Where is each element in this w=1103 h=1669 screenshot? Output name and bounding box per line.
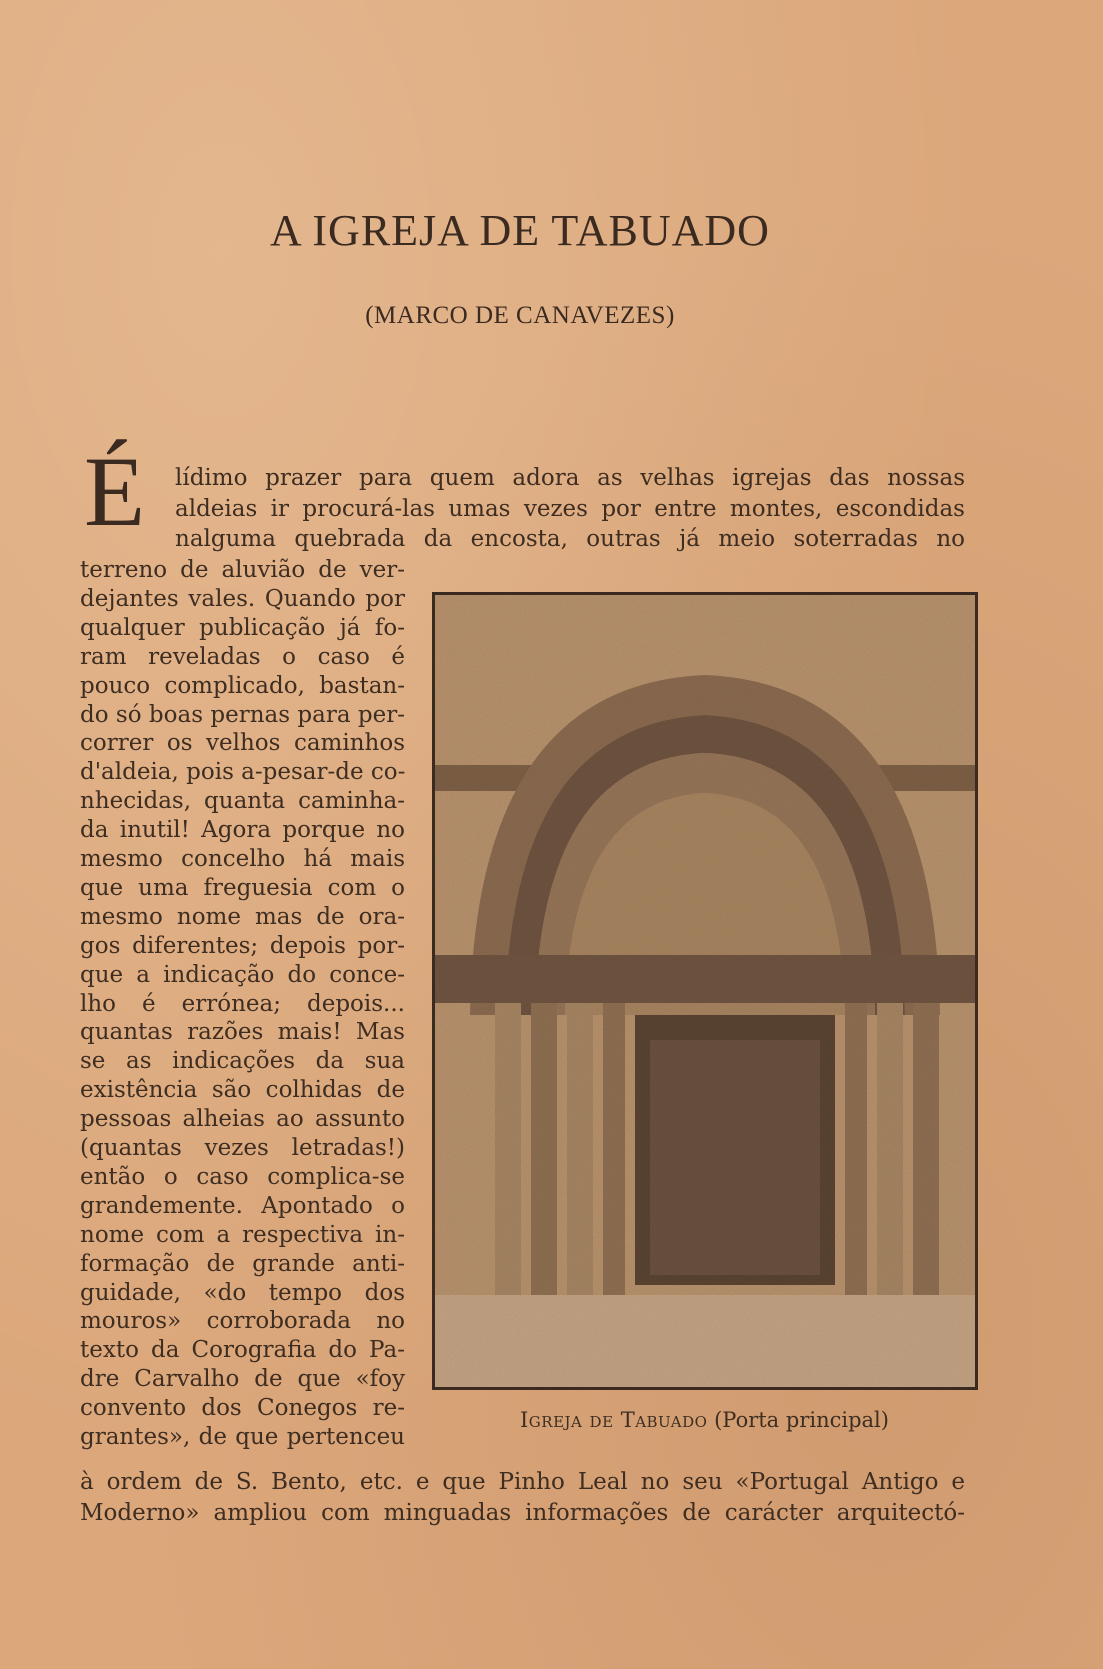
caption-detail: (Porta principal) [714,1408,889,1432]
text-line: mouros» corroborada no [80,1308,405,1335]
text-line: guidade, «do tempo dos [80,1279,405,1306]
text-line: lídimo prazer para quem adora as velhas igrejas das nossas [175,465,965,491]
text-line: existência são colhidas de [80,1077,405,1104]
text-line: nhecidas, quanta caminha- [80,788,405,815]
text-line: quantas razões mais! Mas [80,1019,405,1046]
text-line: nalguma quebrada da encosta, outras já meio soterradas no [175,526,965,552]
text-line: correr os velhos caminhos [80,730,405,757]
text-line: nome com a respectiva in- [80,1221,405,1248]
text-line: lho é errónea; depois... [80,990,405,1017]
text-line: terreno de aluvião de ver- [80,557,405,583]
text-line: da inutil! Agora porque no [80,817,405,844]
photo-caption [520,1408,889,1432]
text-line: mesmo concelho há mais [80,846,405,872]
text-line: d'aldeia, pois a-pesar-de co- [80,759,406,786]
text-line: (quantas vezes letradas!) [80,1135,405,1161]
church-portal-image [435,595,975,1387]
text-line: aldeias ir procurá-las umas vezes por entre montes, escondidas [175,495,965,522]
text-line: dre Carvalho de que «foy [80,1366,405,1393]
text-line: grantes», de que pertenceu [80,1424,405,1450]
church-portal-photo [432,592,978,1390]
text-line: se as indicações da sua [80,1048,405,1075]
text-line: Moderno» ampliou com minguadas informações de carácter arquitectó- [80,1499,965,1526]
article-subtitle: (MARCO DE CANAVEZES) [365,302,675,329]
text-line: mesmo nome mas de ora- [80,903,405,930]
caption-name: Igreja de Tabuado [520,1408,708,1432]
text-line: pouco complicado, bastan- [80,672,405,699]
text-line: texto da Corografia do Pa- [80,1337,405,1364]
text-line: pessoas alheias ao assunto [80,1106,405,1133]
text-line: então o caso complica-se [80,1163,405,1190]
text-line: à ordem de S. Bento, etc. e que Pinho Leal no seu «Portugal Antigo e [80,1469,965,1495]
text-line: grandemente. Apontado o [80,1192,405,1219]
text-line: que uma freguesia com o [80,874,405,901]
text-line: do só boas pernas para per- [80,701,405,728]
text-line: que a indicação do conce- [80,961,405,988]
text-line: convento dos Conegos re- [80,1395,405,1422]
text-line: ram reveladas o caso é [80,643,405,670]
article-title: A IGREJA DE TABUADO [270,206,770,255]
text-line: gos diferentes; depois por- [80,932,405,959]
text-line: dejantes vales. Quando por [80,585,405,612]
text-line: formação de grande anti- [80,1250,405,1277]
drop-cap: É [84,436,146,547]
text-line: qualquer publicação já fo- [80,614,405,641]
